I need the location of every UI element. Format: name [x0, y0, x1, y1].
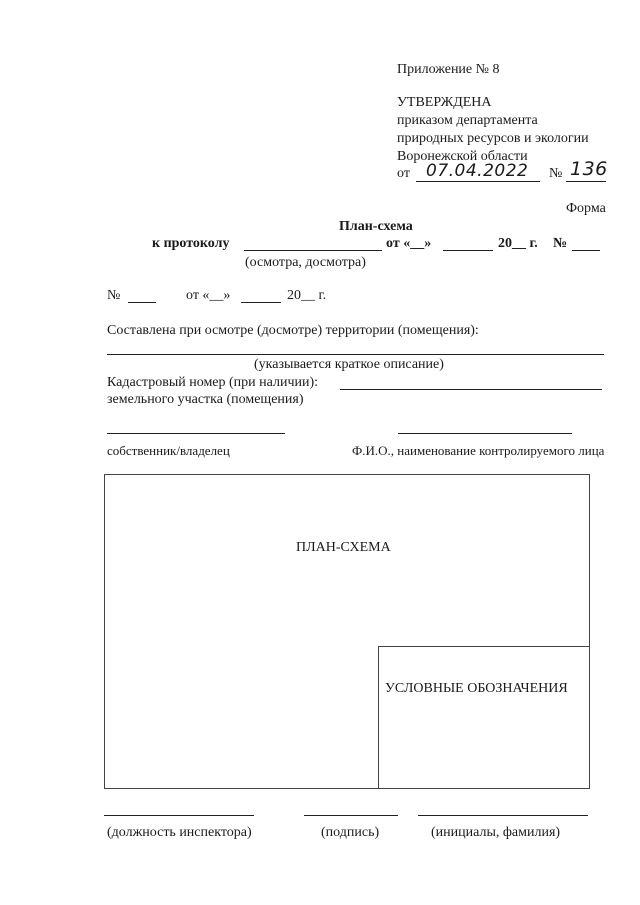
cadastral-label: Кадастровый номер (при наличии): [107, 375, 319, 390]
fio-line [398, 433, 572, 434]
cadastral-label-2: земельного участка (помещения) [107, 392, 304, 407]
appendix-label: Приложение № 8 [397, 62, 500, 77]
protocol-prefix: к протоколу [152, 236, 230, 251]
compiled-text: Составлена при осмотре (досмотре) территории (помещения): [107, 323, 479, 338]
numline-num-blank [128, 302, 156, 303]
fio-caption: Ф.И.О., наименование контролируемого лица [352, 443, 605, 458]
sign-line [304, 815, 398, 816]
owner-line [107, 433, 285, 434]
order-line-1: приказом департамента [397, 113, 538, 128]
legend-title: УСЛОВНЫЕ ОБОЗНАЧЕНИЯ [385, 681, 568, 696]
plan-scheme-title: ПЛАН-СХЕМА [296, 540, 391, 555]
protocol-number-prefix: № [553, 236, 568, 251]
number-underline [566, 181, 606, 182]
position-line [104, 815, 254, 816]
order-line-3: Воронежской области [397, 149, 528, 164]
date-prefix: от [397, 166, 410, 181]
form-label: Форма [566, 201, 606, 216]
protocol-blank [244, 250, 382, 251]
numline-num: № [107, 288, 121, 303]
protocol-number-blank [572, 250, 600, 251]
cadastral-blank [340, 389, 602, 390]
handwritten-number: 136 [570, 158, 608, 180]
numline-month-blank [241, 302, 281, 303]
date-underline [416, 181, 540, 182]
numline-from: от «__» [186, 288, 231, 303]
owner-caption: собственник/владелец [107, 443, 230, 458]
page-title: План-схема [339, 219, 413, 234]
protocol-caption: (осмотра, досмотра) [245, 255, 366, 270]
number-prefix: № [549, 166, 563, 181]
order-line-2: природных ресурсов и экологии [397, 131, 589, 146]
protocol-month-blank [443, 250, 493, 251]
sign-caption: (подпись) [321, 825, 380, 840]
numline-year: 20__ г. [287, 288, 327, 303]
legend-box [378, 646, 590, 789]
position-caption: (должность инспектора) [107, 825, 252, 840]
name-caption: (инициалы, фамилия) [431, 825, 561, 840]
protocol-from: от «__» [386, 236, 432, 251]
approved-label: УТВЕРЖДЕНА [397, 95, 492, 110]
description-caption: (указывается краткое описание) [254, 357, 444, 372]
protocol-year: 20__ г. [498, 236, 538, 251]
name-line [418, 815, 588, 816]
handwritten-date: 07.04.2022 [426, 161, 529, 181]
description-line [107, 354, 604, 355]
